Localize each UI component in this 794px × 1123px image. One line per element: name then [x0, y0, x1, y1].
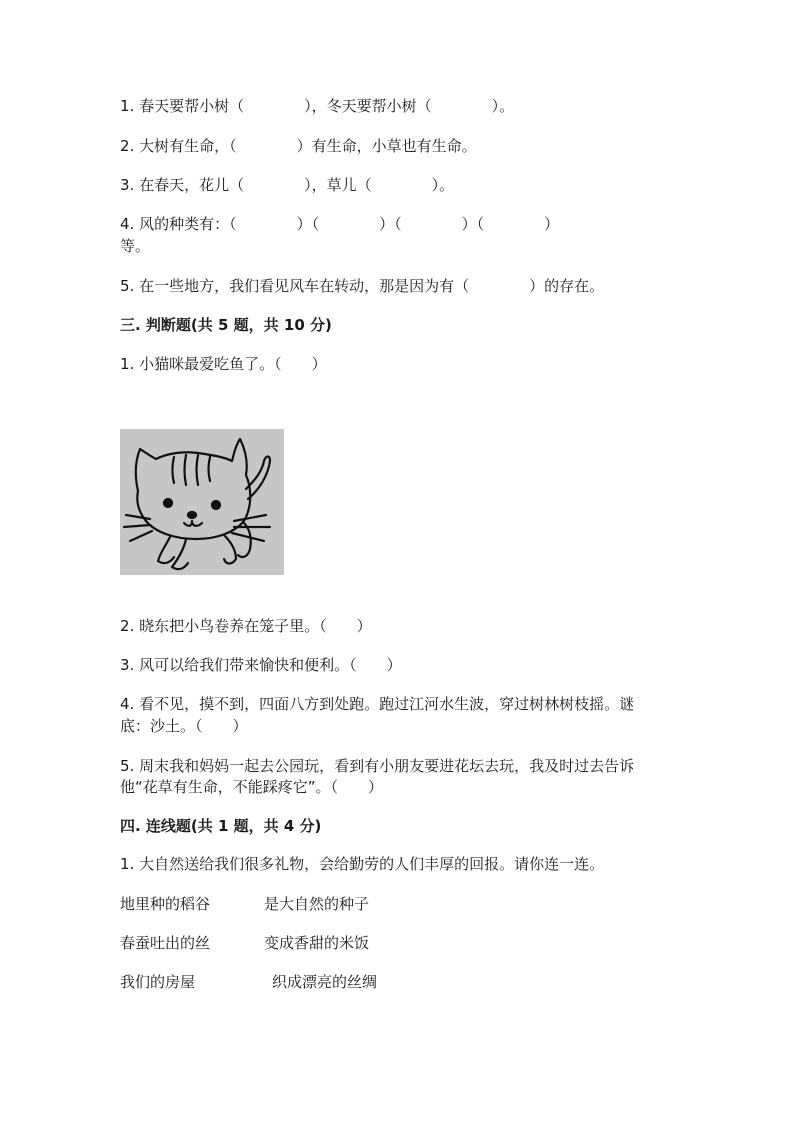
fill-question-5: 5. 在一些地方，我们看见风车在转动，那是因为有（ ）的存在。	[120, 277, 605, 295]
fill-question-4-line2: 等。	[120, 237, 151, 255]
judge-question-5-line2: 他“花草有生命，不能踩疼它”。（ ）	[120, 778, 384, 796]
match-left-item: 春蚕吐出的丝	[120, 934, 211, 952]
fill-question-1: 1. 春天要帮小树（ ），冬天要帮小树（ ）。	[120, 97, 515, 115]
judge-question-5-line1: 5. 周末我和妈妈一起去公园玩，看到有小朋友要进花坛去玩，我及时过去告诉	[120, 757, 635, 775]
judge-question-4-line1: 4. 看不见，摸不到，四面八方到处跑。跑过江河水生波，穿过树林树枝摇。谜	[120, 695, 635, 713]
judge-question-3: 3. 风可以给我们带来愉快和便利。（ ）	[120, 656, 402, 674]
match-left-item: 地里种的稻谷	[120, 895, 211, 913]
fill-question-4-line1: 4. 风的种类有：（ ）（ ）（ ）（ ）	[120, 215, 560, 233]
match-right-item: 是大自然的种子	[264, 895, 370, 913]
fill-question-3: 3. 在春天，花儿（ ），草儿（ ）。	[120, 176, 455, 194]
judge-question-4-line2: 底：沙土。（ ）	[120, 717, 248, 735]
judge-question-2: 2. 晓东把小鸟卷养在笼子里。（ ）	[120, 617, 372, 635]
judge-question-1: 1. 小猫咪最爱吃鱼了。（ ）	[120, 355, 327, 373]
match-question-1: 1. 大自然送给我们很多礼物，会给勤劳的人们丰厚的回报。请你连一连。	[120, 855, 605, 873]
match-left-item: 我们的房屋	[120, 973, 196, 991]
match-section-heading: 四. 连线题(共 1 题，共 4 分)	[120, 817, 322, 835]
match-right-item: 变成香甜的米饭	[264, 934, 370, 952]
fill-question-2: 2. 大树有生命，（ ）有生命，小草也有生命。	[120, 137, 477, 155]
cat-illustration	[120, 429, 284, 575]
match-right-item: 织成漂亮的丝绸	[272, 973, 378, 991]
judge-section-heading: 三. 判断题(共 5 题，共 10 分)	[120, 316, 332, 334]
